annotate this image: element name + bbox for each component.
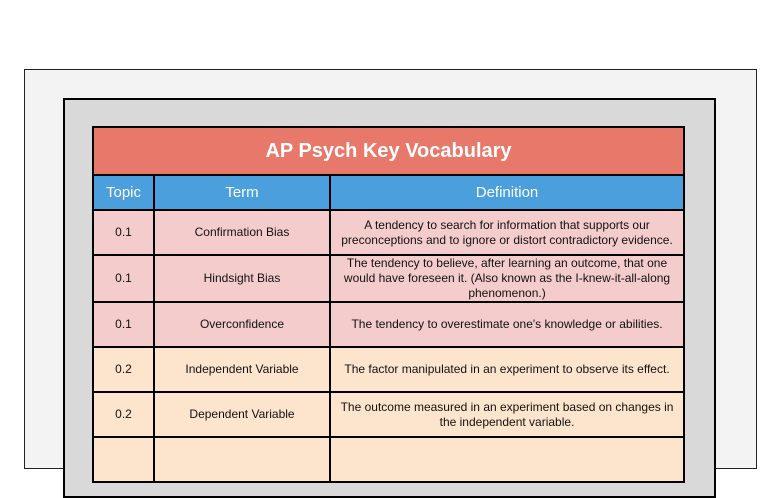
definition-cell: [330, 437, 684, 482]
term-cell: Overconfidence: [154, 302, 330, 347]
definition-cell: The tendency to overestimate one's knowledge or abilities.: [330, 302, 684, 347]
topic-cell: [93, 437, 154, 482]
topic-cell: 0.2: [93, 392, 154, 437]
definition-cell: The factor manipulated in an experiment to observe its effect.: [330, 347, 684, 392]
term-cell: Confirmation Bias: [154, 210, 330, 255]
topic-cell: 0.2: [93, 347, 154, 392]
table-row: [93, 437, 684, 482]
term-cell: Dependent Variable: [154, 392, 330, 437]
definition-cell: The outcome measured in an experiment based on changes in the independent variable.: [330, 392, 684, 437]
table-row: [93, 302, 684, 347]
term-cell: Hindsight Bias: [154, 255, 330, 302]
term-cell: [154, 437, 330, 482]
topic-cell: 0.1: [93, 210, 154, 255]
table-row: [93, 210, 684, 255]
table-row: [93, 255, 684, 302]
vocabulary-table: [92, 126, 685, 483]
term-cell: Independent Variable: [154, 347, 330, 392]
topic-cell: 0.1: [93, 255, 154, 302]
table-row: [93, 347, 684, 392]
definition-cell: A tendency to search for information that supports our preconceptions and to ignore or distort contradictory evidence.: [330, 210, 684, 255]
column-header-topic: Topic: [93, 175, 154, 210]
table-row: [93, 392, 684, 437]
definition-cell: The tendency to believe, after learning an outcome, that one would have foreseen it. (Also known as the I-knew-it-all-along phenomenon.): [330, 255, 684, 302]
column-header-definition: Definition: [330, 175, 684, 210]
table-title: AP Psych Key Vocabulary: [93, 127, 684, 175]
column-header-term: Term: [154, 175, 330, 210]
topic-cell: 0.1: [93, 302, 154, 347]
